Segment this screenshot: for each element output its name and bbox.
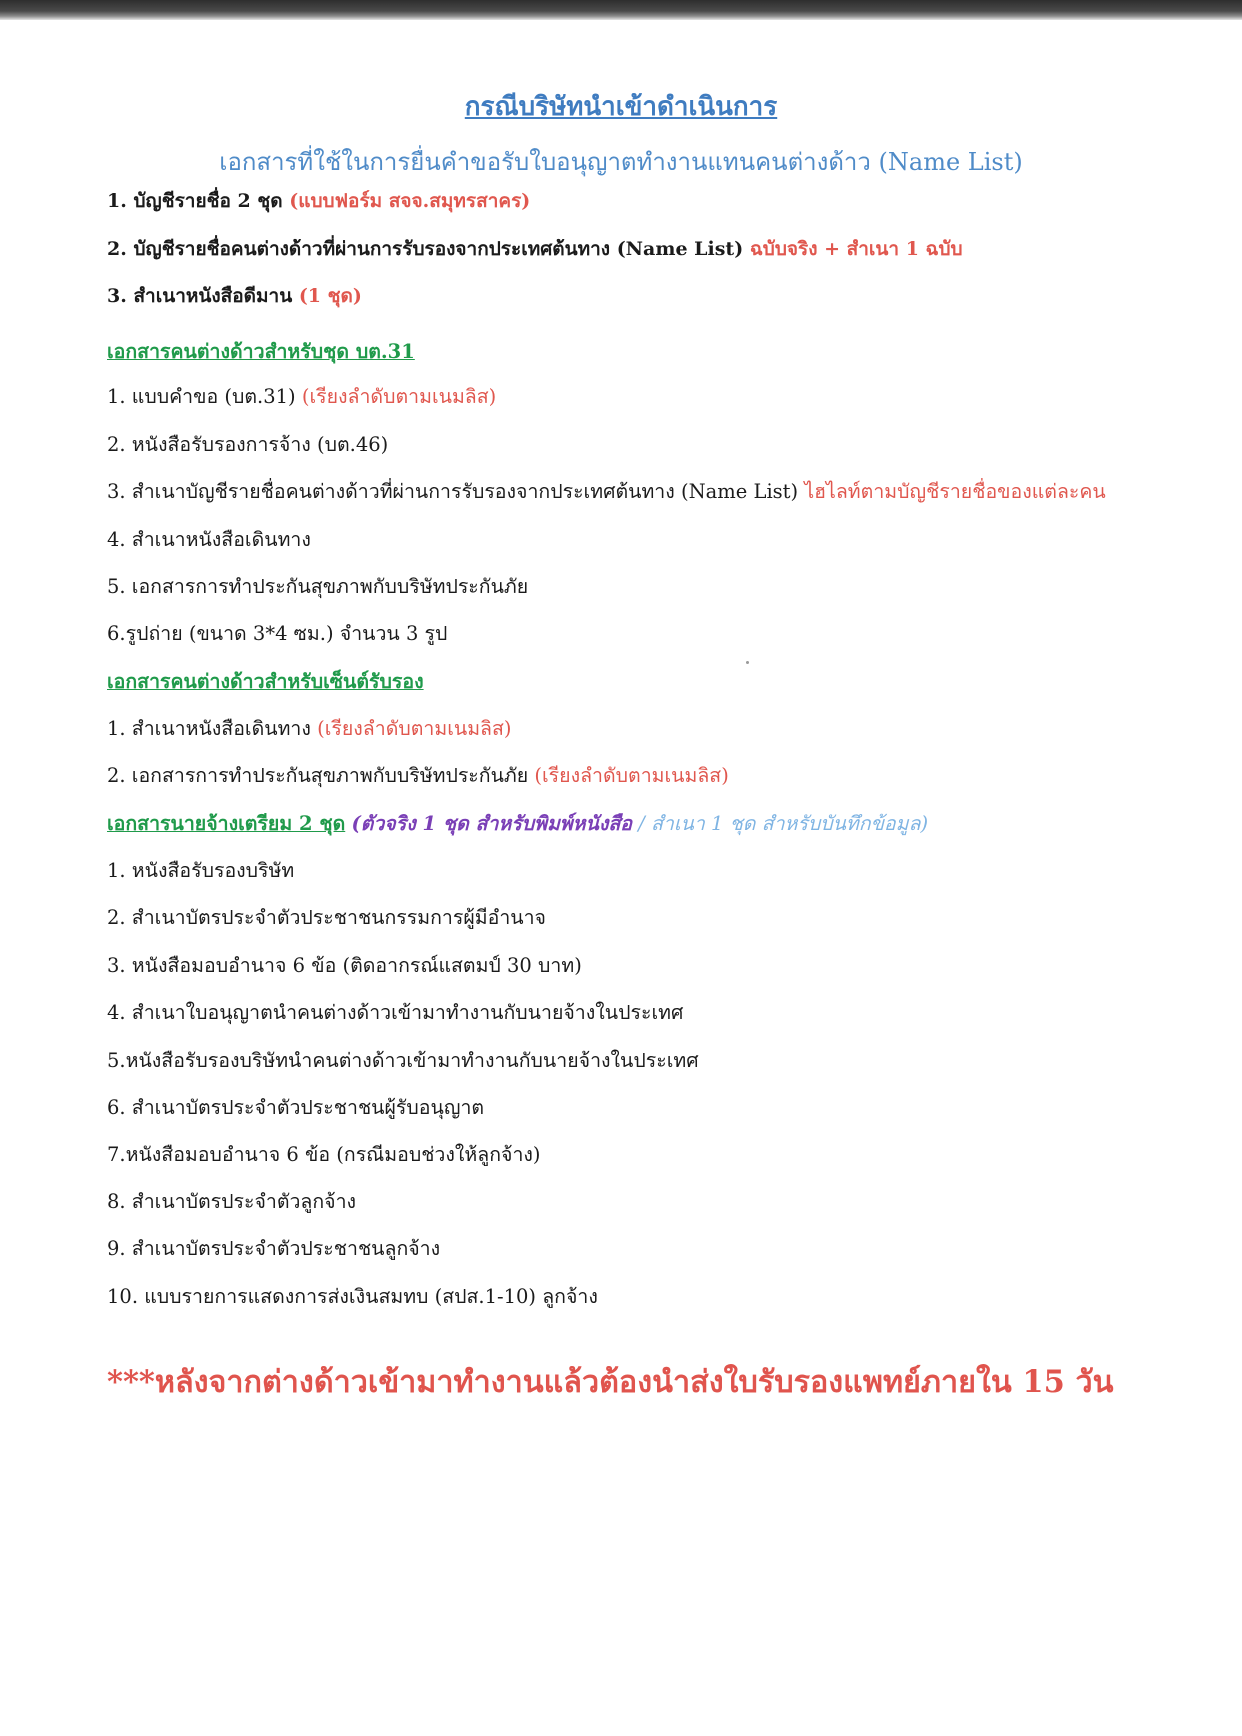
intro-item-3 — [107, 281, 362, 311]
intro-item-1 — [107, 186, 530, 216]
section3-item-10: 10. แบบรายการแสดงการส่งเงินสมทบ (สปส.1-10) ลูกจ้าง — [107, 1285, 598, 1308]
section1-item-5: 5. เอกสารการทำประกันสุขภาพกับบริษัทประกันภัย — [107, 575, 529, 598]
section1-item-4: 4. สำเนาหนังสือเดินทาง — [107, 528, 311, 551]
section2-item-2 — [107, 761, 729, 791]
section1-item-3-note: ไฮไลท์ตามบัญชีรายชื่อของแต่ละคน — [804, 480, 1106, 503]
scan-speck — [746, 661, 749, 664]
page-title: กรณีบริษัทนำเข้าดำเนินการ — [464, 92, 778, 122]
section3-item-4: 4. สำเนาใบอนุญาตนำคนต่างด้าวเข้ามาทำงานกับนายจ้างในประเทศ — [107, 1001, 684, 1024]
section1-item-1-text: 1. แบบคำขอ (บต.31) — [107, 385, 296, 408]
section1-item-6: 6.รูปถ่าย (ขนาด 3*4 ซม.) จำนวน 3 รูป — [107, 622, 448, 645]
page-subtitle: เอกสารที่ใช้ในการยื่นคำขอรับใบอนุญาตทำงานแทนคนต่างด้าว (Name List) — [219, 148, 1023, 176]
section1-item-2: 2. หนังสือรับรองการจ้าง (บต.46) — [107, 433, 389, 456]
intro-item-3-note: (1 ชุด) — [298, 285, 362, 307]
section2-item-2-text: 2. เอกสารการทำประกันสุขภาพกับบริษัทประกันภัย — [107, 764, 529, 787]
intro-item-2 — [107, 234, 963, 264]
section3-heading: เอกสารนายจ้างเตรียม 2 ชุด — [107, 812, 346, 835]
intro-item-1-note: (แบบฟอร์ม สจจ.สมุทรสาคร) — [289, 190, 531, 212]
intro-item-2-text: 2. บัญชีรายชื่อคนต่างด้าวที่ผ่านการรับรองจากประเทศต้นทาง (Name List) — [107, 238, 744, 260]
intro-item-2-note: ฉบับจริง + สำเนา 1 ฉบับ — [749, 238, 963, 260]
section1-heading: เอกสารคนต่างด้าวสำหรับชุด บต.31 — [107, 340, 415, 363]
intro-item-3-text: 3. สำเนาหนังสือดีมาน — [107, 285, 293, 307]
section1-item-3 — [107, 477, 1106, 507]
section3-note-original: (ตัวจริง 1 ชุด สำหรับพิมพ์หนังสือ — [351, 812, 632, 835]
section3-item-7: 7.หนังสือมอบอำนาจ 6 ข้อ (กรณีมอบช่วงให้ลูกจ้าง) — [107, 1143, 541, 1166]
section3-item-9: 9. สำเนาบัตรประจำตัวประชาชนลูกจ้าง — [107, 1237, 441, 1260]
section3-item-8: 8. สำเนาบัตรประจำตัวลูกจ้าง — [107, 1190, 357, 1213]
section3-note-copy: / สำเนา 1 ชุด สำหรับบันทึกข้อมูล) — [638, 812, 929, 835]
section2-item-1 — [107, 714, 512, 744]
section3-item-3: 3. หนังสือมอบอำนาจ 6 ข้อ (ติดอากรณ์แสตมป์ 30 บาท) — [107, 954, 582, 977]
section3-item-6: 6. สำเนาบัตรประจำตัวประชาชนผู้รับอนุญาต — [107, 1096, 485, 1119]
section3-item-5: 5.หนังสือรับรองบริษัทนำคนต่างด้าวเข้ามาทำงานกับนายจ้างในประเทศ — [107, 1049, 699, 1072]
scan-top-edge — [0, 0, 1242, 20]
section2-item-1-note: (เรียงลำดับตามเนมลิส) — [317, 717, 512, 740]
section1-item-1-note: (เรียงลำดับตามเนมลิส) — [301, 385, 497, 408]
section2-heading: เอกสารคนต่างด้าวสำหรับเซ็นต์รับรอง — [107, 670, 424, 693]
intro-item-1-text: 1. บัญชีรายชื่อ 2 ชุด — [107, 190, 283, 212]
section3-item-1: 1. หนังสือรับรองบริษัท — [107, 859, 295, 882]
section2-item-2-note: (เรียงลำดับตามเนมลิส) — [534, 764, 729, 787]
section3-heading-row — [107, 809, 928, 839]
final-note: ***หลังจากต่างด้าวเข้ามาทำงานแล้วต้องนำส่งใบรับรองแพทย์ภายใน 15 วัน — [107, 1364, 1114, 1400]
section2-item-1-text: 1. สำเนาหนังสือเดินทาง — [107, 717, 311, 740]
section1-item-3-text: 3. สำเนาบัญชีรายชื่อคนต่างด้าวที่ผ่านการรับรองจากประเทศต้นทาง (Name List) — [107, 480, 799, 503]
section1-item-1 — [107, 382, 496, 412]
section3-item-2: 2. สำเนาบัตรประจำตัวประชาชนกรรมการผู้มีอำนาจ — [107, 906, 546, 929]
